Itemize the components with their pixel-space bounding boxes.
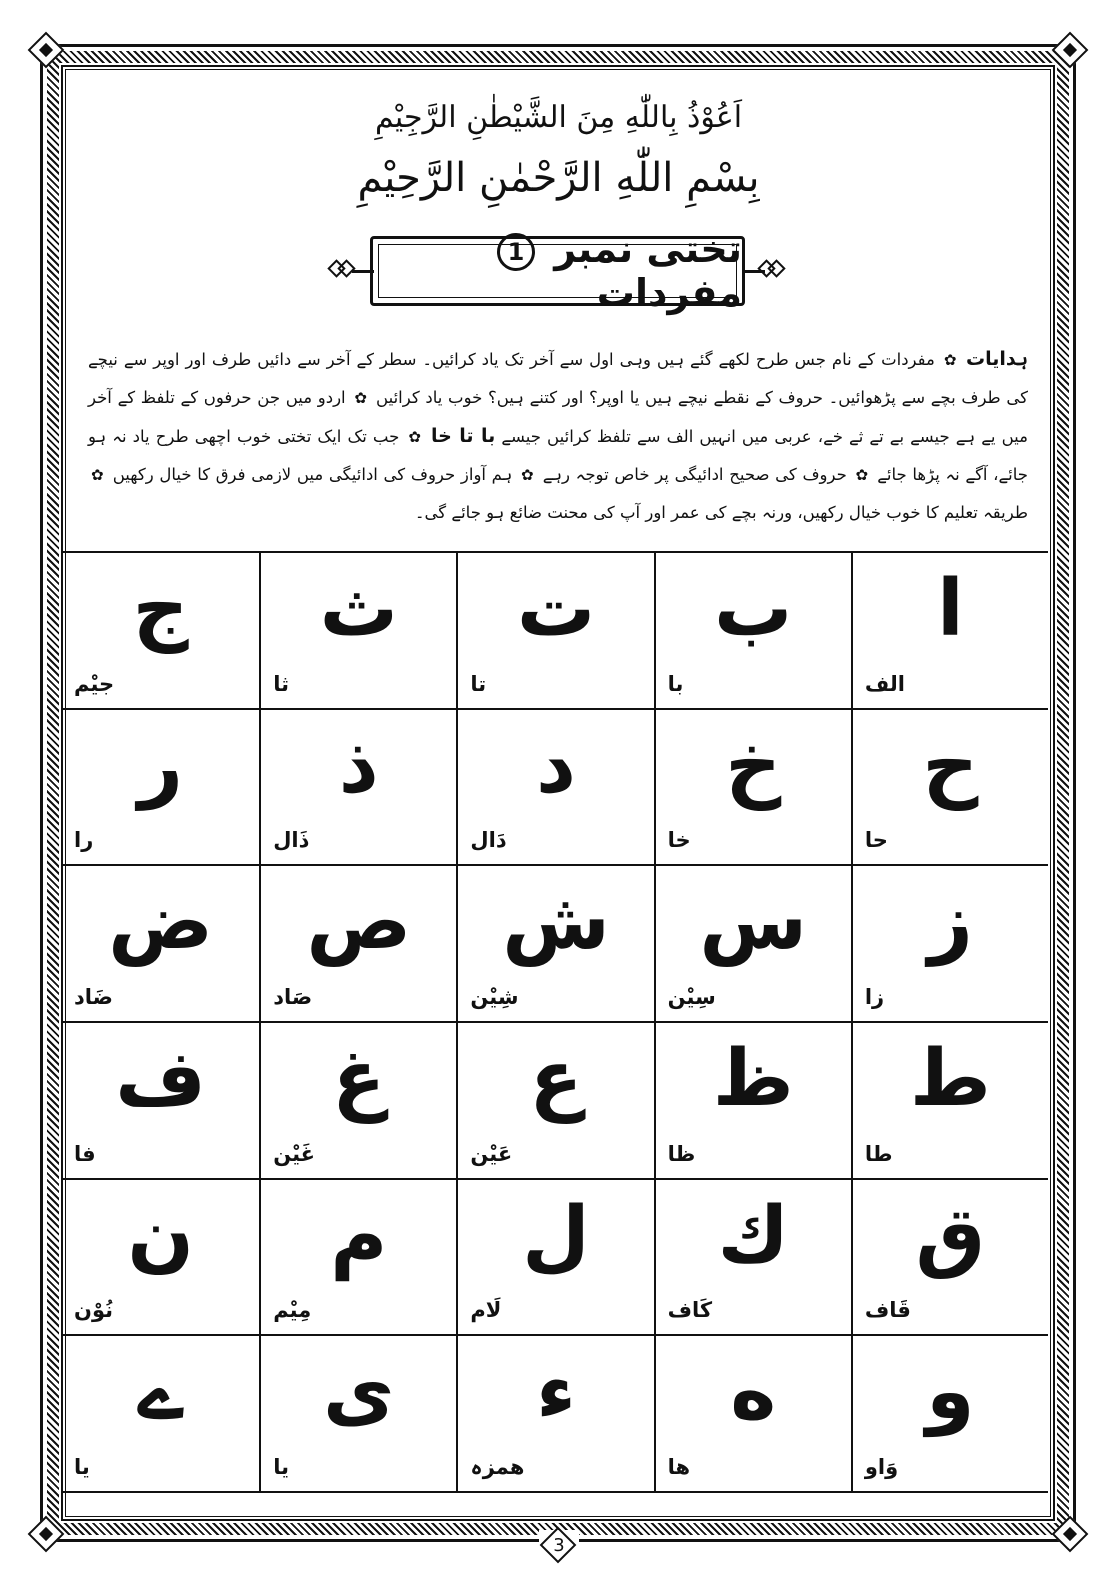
letter-cell xyxy=(259,553,456,710)
letter-name: حا xyxy=(864,828,888,853)
instruction-text: حروف کی صحیح ادائیگی پر خاص توجہ رہے xyxy=(542,465,847,484)
flower-bullet-icon: ✿ xyxy=(91,466,104,484)
letter-glyph: ش xyxy=(502,877,610,968)
letter-cell xyxy=(654,1336,851,1493)
letter-cell xyxy=(654,1023,851,1180)
letter-cell xyxy=(259,1336,456,1493)
letter-name: دَال xyxy=(470,828,507,853)
letter-cell xyxy=(456,866,653,1023)
instruction-text: طریقہ تعلیم کا خوب خیال رکھیں، ورنہ بچے کی عمر اور آپ کی محنت ضائع ہو جائے گی۔ xyxy=(414,503,1028,522)
letter-cell xyxy=(62,1336,259,1493)
diamond-ornament-icon xyxy=(760,262,782,284)
letter-glyph: ذ xyxy=(338,720,379,811)
letter-cell xyxy=(654,866,851,1023)
title-suffix: مفردات xyxy=(596,271,742,315)
letter-glyph: ط xyxy=(909,1034,991,1124)
letter-glyph: ث xyxy=(319,564,398,654)
letter-cell xyxy=(654,553,851,710)
letter-name: الف xyxy=(864,671,905,696)
letter-glyph: د xyxy=(535,720,577,811)
instructions-label: ہدایات xyxy=(966,348,1029,370)
letter-glyph: غ xyxy=(332,1034,386,1124)
letter-cell xyxy=(62,1180,259,1337)
letter-name: تا xyxy=(470,671,487,696)
letter-cell xyxy=(259,710,456,867)
letter-name: صَاد xyxy=(273,985,313,1009)
letter-name: زا xyxy=(864,985,885,1009)
letter-cell xyxy=(62,1023,259,1180)
letter-cell xyxy=(851,553,1048,710)
title-prefix: تختی نمبر xyxy=(554,227,742,271)
letter-name: وَاو xyxy=(864,1455,899,1479)
letter-glyph: ج xyxy=(132,564,189,654)
letter-name: ثا xyxy=(273,671,289,696)
letter-cell xyxy=(259,1180,456,1337)
letter-glyph: ء xyxy=(536,1347,576,1438)
letter-glyph: ى xyxy=(323,1347,395,1438)
letter-name: ذَال xyxy=(273,828,310,853)
letter-name: ها xyxy=(667,1455,691,1479)
taawuz-heading: اَعُوْذُ بِاللّٰهِ مِنَ الشَّيْطٰنِ الرَّجِيْمِ xyxy=(374,100,743,135)
letter-glyph: ع xyxy=(529,1034,583,1124)
letter-cell xyxy=(851,866,1048,1023)
letter-name: طا xyxy=(864,1141,893,1166)
letter-glyph: س xyxy=(699,877,808,968)
letter-glyph: ق xyxy=(915,1190,986,1281)
letter-name: ھمزہ xyxy=(470,1455,525,1479)
page-number xyxy=(539,1530,579,1562)
flower-bullet-icon: ✿ xyxy=(943,351,958,369)
letter-glyph: ك xyxy=(717,1190,789,1281)
flower-bullet-icon: ✿ xyxy=(521,466,535,484)
letter-glyph: ض xyxy=(108,877,214,968)
flower-bullet-icon: ✿ xyxy=(855,466,869,484)
instruction-text: جب تک ایک تختی خوب اچھی طرح یاد نہ ہو جائے، آگے نہ پڑھا جائے xyxy=(88,427,1028,484)
instruction-text: ہم آواز حروف کی ادائیگی میں لازمی فرق کا خیال رکھیں xyxy=(112,465,513,484)
letter-name: عَيْن xyxy=(470,1141,513,1166)
letters-grid xyxy=(62,551,1048,1493)
letter-name: مِيْم xyxy=(273,1298,312,1323)
letter-name: را xyxy=(74,828,94,853)
flower-bullet-icon: ✿ xyxy=(354,389,368,407)
letter-name: يا xyxy=(273,1455,289,1479)
instruction-text: مفردات کے نام جس طرح لکھے گئے ہیں وہی اول سے آخر تک یاد کرائیں۔ سطر کے آخر سے دائیں طرف اور اوپر سے نیچے کی طرف بچے سے پڑھوائیں۔ حروف کے نقطے نیچے ہیں یا اوپر؟ اور کتنے ہیں؟ خوب یاد کرائیں xyxy=(88,350,1028,407)
letter-cell xyxy=(851,1180,1048,1337)
letter-cell xyxy=(62,553,259,710)
letter-glyph: م xyxy=(330,1190,388,1281)
letter-name: خا xyxy=(667,828,691,853)
instruction-text: اردو میں جن حرفوں کے تلفظ کے آخر میں یے ہے جیسے بے تے ثے خے، عربی میں انہیں الف سے تلفظ کرائیں جیسے xyxy=(88,388,1028,446)
letter-name: قَاف xyxy=(864,1298,911,1323)
letter-glyph: ف xyxy=(115,1034,206,1124)
letter-cell xyxy=(851,710,1048,867)
letter-glyph: ت xyxy=(516,564,596,654)
page-number-text: 3 xyxy=(553,1535,565,1556)
letter-glyph: ب xyxy=(714,564,793,654)
letter-glyph: ر xyxy=(138,720,184,811)
letter-glyph: ح xyxy=(922,720,979,811)
letter-cell xyxy=(456,710,653,867)
letter-name: ضَاد xyxy=(74,985,113,1009)
instructions-paragraph xyxy=(88,340,1028,532)
letter-name: شِيْن xyxy=(470,985,519,1009)
letter-name: يا xyxy=(74,1455,90,1479)
title-banner xyxy=(330,227,785,315)
letter-glyph: ص xyxy=(306,877,412,968)
letter-glyph: ه xyxy=(730,1347,777,1438)
flower-bullet-icon: ✿ xyxy=(408,428,422,446)
letter-name: سِيْن xyxy=(667,985,716,1009)
letter-name: لَام xyxy=(470,1298,502,1323)
letter-glyph: ا xyxy=(937,564,964,654)
letter-cell xyxy=(851,1023,1048,1180)
letter-name: با xyxy=(667,671,684,696)
letter-cell xyxy=(456,1180,653,1337)
letter-cell xyxy=(851,1336,1048,1493)
bismillah-heading: بِسْمِ اللّٰهِ الرَّحْمٰنِ الرَّحِيْمِ xyxy=(357,155,760,201)
letter-glyph: خ xyxy=(725,720,782,811)
letter-cell xyxy=(456,553,653,710)
letter-cell xyxy=(62,710,259,867)
page-title xyxy=(373,227,742,315)
letter-cell xyxy=(654,1180,851,1337)
letter-glyph: و xyxy=(926,1347,975,1438)
letter-cell xyxy=(456,1023,653,1180)
letter-glyph: ظ xyxy=(712,1034,794,1124)
title-number-badge: 1 xyxy=(497,233,535,271)
letter-cell xyxy=(62,866,259,1023)
letter-cell xyxy=(259,866,456,1023)
letter-name: فا xyxy=(74,1141,96,1166)
letter-glyph: ز xyxy=(927,877,973,968)
letter-name: نُوْن xyxy=(74,1298,113,1323)
letter-name: غَيْن xyxy=(273,1141,316,1166)
letter-name: جیْم xyxy=(74,671,115,696)
title-box xyxy=(370,227,745,315)
letter-glyph: ے xyxy=(137,1347,184,1438)
letter-cell xyxy=(654,710,851,867)
diamond-ornament-icon xyxy=(330,262,352,284)
letter-glyph: ل xyxy=(522,1190,590,1281)
letter-name: كَاف xyxy=(667,1298,713,1323)
letter-cell xyxy=(456,1336,653,1493)
letter-cell xyxy=(259,1023,456,1180)
letter-glyph: ن xyxy=(127,1190,194,1281)
instruction-example: با تا خا xyxy=(430,425,496,447)
letter-name: ظا xyxy=(667,1141,696,1166)
